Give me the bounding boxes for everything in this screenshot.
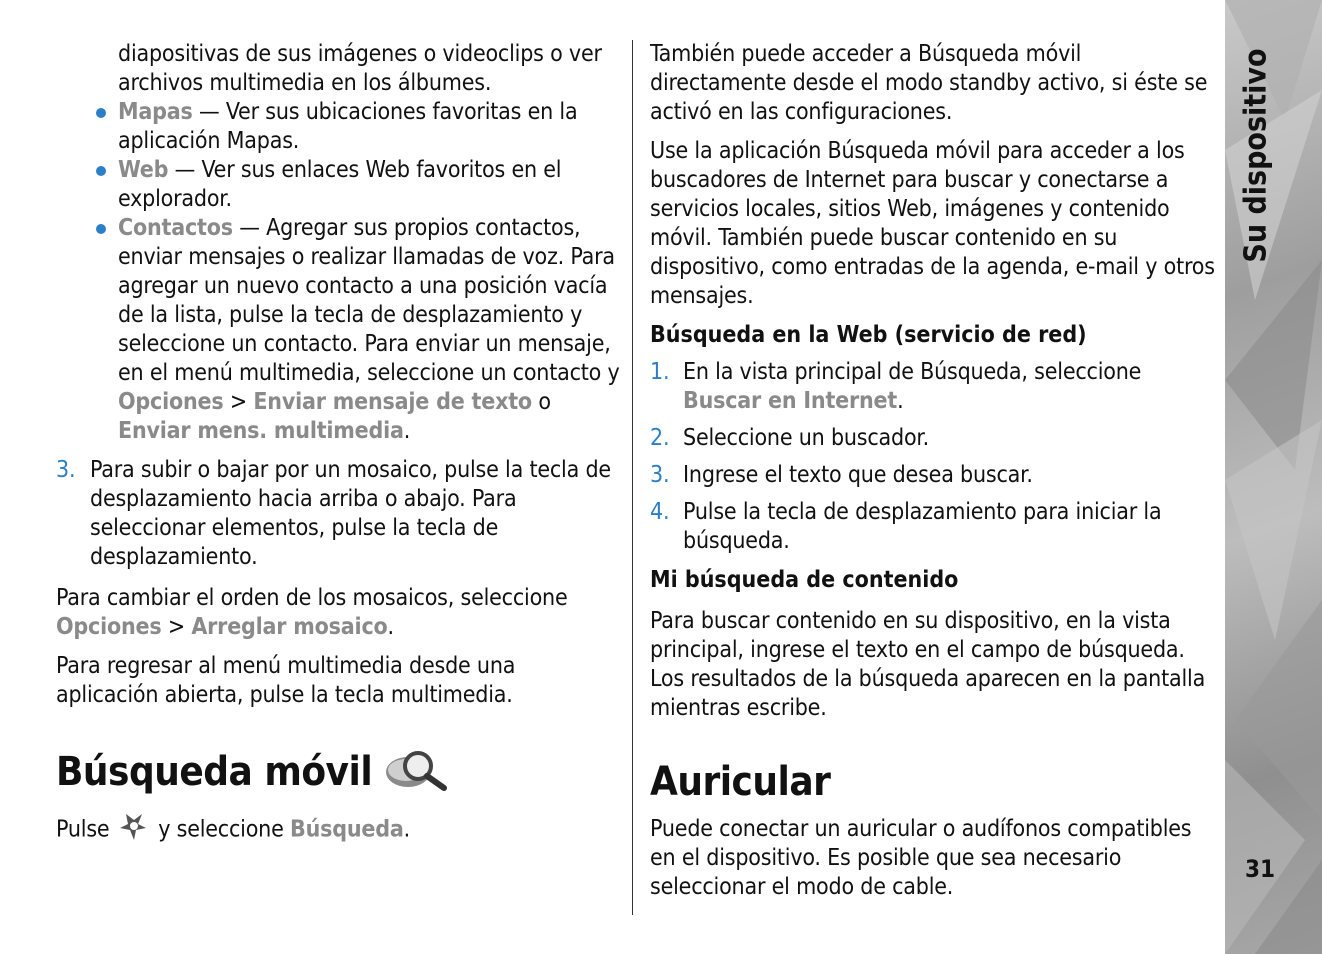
section-heading bbox=[56, 746, 621, 802]
intro-text: diapositivas de sus imágenes o videoclips o ver archivos multimedia en los álbumes. bbox=[118, 41, 602, 96]
paragraph: Para regresar al menú multimedia desde una aplicación abierta, pulse la tecla multimedia. bbox=[56, 653, 516, 708]
list-item bbox=[118, 214, 621, 446]
search-icon bbox=[384, 746, 448, 802]
punctuation: . bbox=[403, 418, 411, 444]
option-mapas: Mapas bbox=[118, 99, 193, 125]
punctuation: . bbox=[387, 614, 394, 640]
step-number: 3. bbox=[56, 457, 76, 483]
heading-text: Búsqueda móvil bbox=[56, 749, 373, 795]
paragraph: También puede acceder a Búsqueda móvil directamente desde el modo standby activo, si éste se activó en las configuraciones. bbox=[650, 41, 1208, 125]
step-number: 3. bbox=[650, 462, 670, 488]
para-text: Para cambiar el orden de los mosaicos, seleccione bbox=[56, 585, 568, 611]
step-number: 2. bbox=[650, 425, 670, 451]
step-text: Pulse la tecla de desplazamiento para iniciar la búsqueda. bbox=[683, 499, 1162, 554]
paragraph bbox=[56, 584, 621, 642]
paragraph: Para buscar contenido en su dispositivo, en la vista principal, ingrese el texto en el campo de búsqueda. Los resultados de la búsqueda aparecen en la pantalla mientras escribe. bbox=[650, 608, 1206, 721]
step-list bbox=[56, 456, 621, 572]
menu-enviar-texto: Enviar mensaje de texto bbox=[253, 389, 532, 415]
option-contactos: Contactos bbox=[118, 215, 233, 241]
option-list bbox=[118, 98, 621, 446]
right-column bbox=[650, 40, 1215, 912]
option-buscar-internet: Buscar en Internet bbox=[683, 388, 898, 414]
step-item bbox=[650, 358, 1215, 416]
step-number: 1. bbox=[650, 359, 670, 385]
paragraph bbox=[56, 810, 621, 850]
step-text: Seleccione un buscador. bbox=[683, 425, 929, 451]
separator: > bbox=[161, 614, 192, 640]
punctuation: . bbox=[897, 388, 904, 414]
step-list bbox=[650, 358, 1215, 556]
step-item bbox=[650, 498, 1215, 556]
item-text: — Agregar sus propios contactos, enviar mensajes o realizar llamadas de voz. Para agregar un nuevo contacto a una posición vacía de la lista, pulse la tecla de desplazamiento y seleccione un contacto. Para enviar un mensaje, en el menú multimedia, seleccione un contacto y bbox=[118, 215, 620, 386]
paragraph: Puede conectar un auricular o audífonos compatibles en el dispositivo. Es posible que sea necesario seleccionar el modo de cable. bbox=[650, 816, 1192, 900]
step-text: Para subir o bajar por un mosaico, pulse la tecla de desplazamiento hacia arriba o abajo. Para seleccionar elementos, pulse la tecla de desplazamiento. bbox=[90, 457, 611, 570]
menu-opciones: Opciones bbox=[118, 389, 224, 415]
step-item bbox=[650, 461, 1215, 490]
conjunction: o bbox=[531, 389, 551, 415]
section-tab-title bbox=[1226, 40, 1286, 270]
para-text: y seleccione bbox=[151, 816, 290, 843]
option-busqueda: Búsqueda bbox=[290, 816, 404, 843]
punctuation: . bbox=[403, 816, 410, 843]
para-text: Pulse bbox=[56, 816, 116, 843]
menu-key-icon bbox=[116, 810, 152, 850]
step-item bbox=[56, 456, 621, 572]
option-web: Web bbox=[118, 157, 169, 183]
left-column bbox=[56, 40, 621, 850]
menu-enviar-multimedia: Enviar mens. multimedia bbox=[118, 418, 404, 444]
step-text: Ingrese el texto que desea buscar. bbox=[683, 462, 1033, 488]
step-item bbox=[650, 424, 1215, 453]
paragraph: Use la aplicación Búsqueda móvil para acceder a los buscadores de Internet para buscar y conectarse a servicios locales, sitios Web, imágenes y contenido móvil. También puede buscar contenido en su dispositivo, como entradas de la agenda, e-mail y otros mensajes. bbox=[650, 138, 1215, 309]
separator: > bbox=[223, 389, 254, 415]
page-number: 31 bbox=[1245, 855, 1276, 883]
section-tab-label: Su dispositivo bbox=[1238, 47, 1274, 263]
list-item bbox=[118, 156, 621, 214]
subheading: Mi búsqueda de contenido bbox=[650, 567, 959, 593]
step-text: En la vista principal de Búsqueda, seleccione bbox=[683, 359, 1142, 385]
menu-opciones: Opciones bbox=[56, 614, 162, 640]
item-text: — Ver sus enlaces Web favoritos en el explorador. bbox=[118, 157, 562, 212]
item-text: — Ver sus ubicaciones favoritas en la aplicación Mapas. bbox=[118, 99, 578, 154]
column-divider bbox=[632, 40, 633, 915]
subheading: Búsqueda en la Web (servicio de red) bbox=[650, 322, 1087, 348]
list-item bbox=[118, 98, 621, 156]
section-heading: Auricular bbox=[650, 759, 831, 805]
menu-arreglar-mosaico: Arreglar mosaico bbox=[191, 614, 388, 640]
step-number: 4. bbox=[650, 499, 670, 525]
